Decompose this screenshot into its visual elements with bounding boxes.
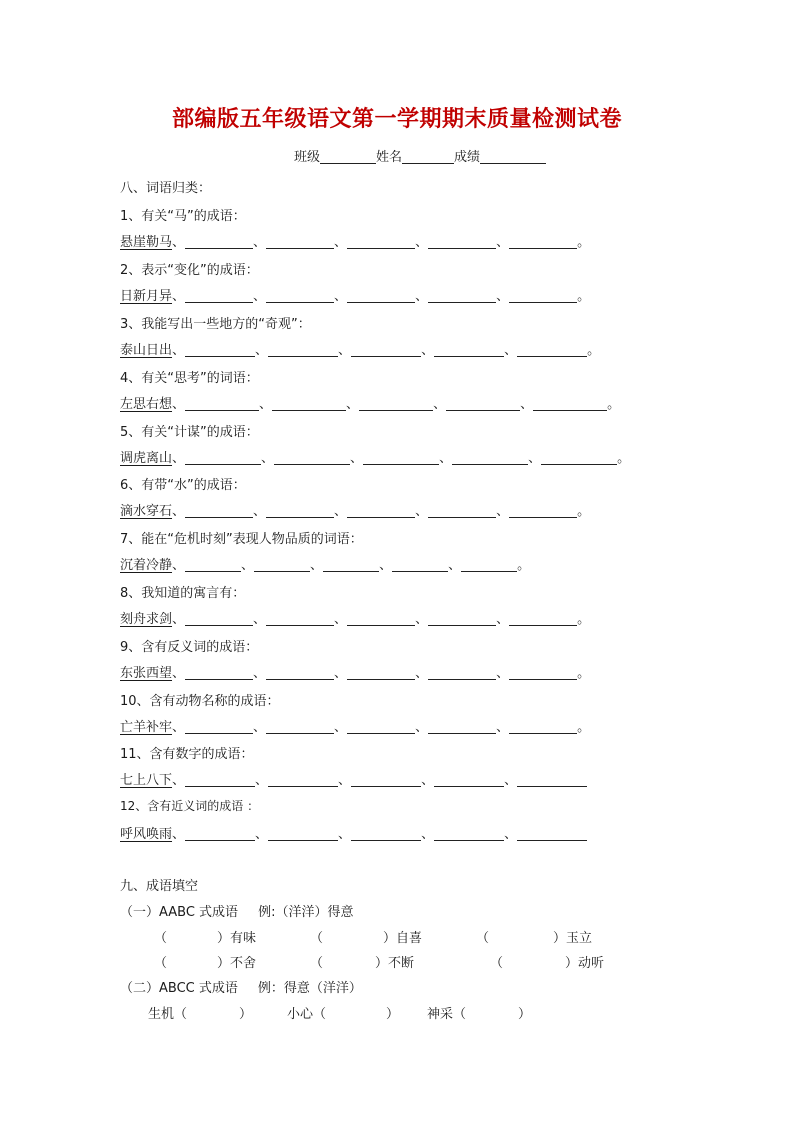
answer-blank[interactable] [268,773,338,787]
answer-row [120,554,530,573]
comma-separator: 、 [172,666,186,681]
fill-item[interactable]: （ ）不断 [310,956,415,971]
answer-blank[interactable] [509,289,577,303]
comma-separator: 、 [433,397,447,412]
part-1-heading [120,901,353,920]
comma-separator: 、 [334,720,348,735]
answer-blank[interactable] [347,289,415,303]
student-info-line [294,146,546,165]
comma-separator: 、 [520,397,534,412]
comma-separator: 、 [496,289,510,304]
answer-blank[interactable] [517,827,587,841]
answer-blank[interactable] [185,827,255,841]
question-prompt: 3、我能写出一些地方的“奇观”： [120,317,311,332]
answer-blank[interactable] [347,612,415,626]
answer-blank[interactable] [347,235,415,249]
answer-blank[interactable] [347,666,415,680]
answer-row [120,823,587,842]
row-ending: 。 [617,451,631,466]
answer-blank[interactable] [185,504,253,518]
answer-blank[interactable] [185,289,253,303]
example-idiom: 东张西望 [120,666,173,681]
row-ending: 。 [607,397,621,412]
answer-blank[interactable] [266,720,334,734]
section-9-heading: 九、成语填空 [120,879,199,894]
answer-blank[interactable] [268,343,338,357]
comma-separator: 、 [172,235,186,250]
question-prompt: 2、表示“变化”的成语： [120,263,259,278]
part-2-label: （二）ABCC 式成语 [120,981,238,996]
answer-blank[interactable] [185,558,241,572]
fill-item[interactable]: （ ）不舍 [154,956,257,971]
comma-separator: 、 [346,397,360,412]
part-2-heading [120,977,362,996]
answer-blank[interactable] [272,397,346,411]
answer-blank[interactable] [434,773,504,787]
fill-item-text: 生机 [148,1007,175,1022]
answer-blank[interactable] [509,612,577,626]
question-prompt: 1、有关“马”的成语： [120,209,246,224]
answer-blank[interactable] [185,235,253,249]
answer-row [120,500,590,519]
comma-separator: 、 [421,773,435,788]
example-idiom: 沉着冷静 [120,558,173,573]
answer-row [120,662,590,681]
fill-item-text: 玉立 [566,931,593,946]
row-ending: 。 [577,720,591,735]
comma-separator: 、 [496,612,510,627]
fill-item[interactable]: 小心（ ） [287,1007,400,1022]
answer-blank[interactable] [185,343,255,357]
answer-blank[interactable] [428,720,496,734]
fill-item[interactable]: （ ）动听 [490,956,605,971]
comma-separator: 、 [253,666,267,681]
question-prompt: 8、我知道的寓言有： [120,586,246,601]
part-1-example: 例:（洋洋）得意 [258,905,354,920]
example-idiom: 左思右想 [120,397,173,412]
answer-blank[interactable] [541,451,617,465]
comma-separator: 、 [334,235,348,250]
example-idiom: 滴水穿石 [120,504,173,519]
comma-separator: 、 [253,612,267,627]
question-prompt: 6、有带“水”的成语： [120,478,246,493]
comma-separator: 、 [253,504,267,519]
answer-blank[interactable] [509,504,577,518]
comma-separator: 、 [415,504,429,519]
answer-blank[interactable] [434,827,504,841]
comma-separator: 、 [172,343,186,358]
class-blank[interactable] [320,149,376,164]
comma-separator: 、 [338,343,352,358]
comma-separator: 、 [334,666,348,681]
answer-blank[interactable] [266,289,334,303]
question-prompt: 12、含有近义词的成语 ： [120,799,260,813]
comma-separator: 、 [415,720,429,735]
fill-item[interactable]: （ ）有味 [154,931,257,946]
answer-blank[interactable] [452,451,528,465]
comma-separator: 、 [528,451,542,466]
comma-separator: 、 [350,451,364,466]
answer-blank[interactable] [266,612,334,626]
comma-separator: 、 [504,773,518,788]
answer-row [120,608,590,627]
part-2-example: 例：得意（洋洋） [257,981,362,996]
exam-title: 部编版五年级语文第一学期期末质量检测试卷 [171,106,622,132]
comma-separator: 、 [261,451,275,466]
comma-separator: 、 [241,558,255,573]
answer-blank[interactable] [254,558,310,572]
comma-separator: 、 [310,558,324,573]
comma-separator: 、 [172,720,186,735]
part-1-label: （一）AABC 式成语 [120,905,239,920]
comma-separator: 、 [496,504,510,519]
example-idiom: 呼风唤雨 [120,827,173,842]
name-label: 姓名 [376,150,403,165]
comma-separator: 、 [496,720,510,735]
comma-separator: 、 [496,235,510,250]
answer-blank[interactable] [461,558,517,572]
answer-blank[interactable] [351,773,421,787]
example-idiom: 泰山日出 [120,343,173,358]
answer-blank[interactable] [428,612,496,626]
answer-blank[interactable] [434,343,504,357]
example-idiom: 日新月异 [120,289,173,304]
fill-item-text: 有味 [230,931,257,946]
answer-blank[interactable] [509,666,577,680]
answer-row [120,393,620,412]
answer-blank[interactable] [533,397,607,411]
answer-blank[interactable] [347,504,415,518]
comma-separator: 、 [255,773,269,788]
answer-blank[interactable] [323,558,379,572]
comma-separator: 、 [439,451,453,466]
answer-blank[interactable] [351,343,421,357]
question-prompt: 11、含有数字的成语： [120,747,254,762]
answer-blank[interactable] [517,343,587,357]
row-ending: 。 [577,666,591,681]
comma-separator: 、 [415,612,429,627]
answer-blank[interactable] [185,666,253,680]
fill-item-text: 不断 [388,956,415,971]
fill-item-text: 神采 [427,1007,454,1022]
answer-blank[interactable] [185,451,261,465]
row-ending: 。 [517,558,531,573]
answer-blank[interactable] [363,451,439,465]
answer-blank[interactable] [351,827,421,841]
comma-separator: 、 [504,343,518,358]
answer-blank[interactable] [509,720,577,734]
row-ending: 。 [577,289,591,304]
comma-separator: 、 [253,720,267,735]
question-prompt: 9、含有反义词的成语： [120,640,259,655]
answer-row [120,339,600,358]
comma-separator: 、 [379,558,393,573]
question-prompt: 7、能在“危机时刻”表现人物品质的词语： [120,532,363,547]
comma-separator: 、 [421,343,435,358]
comma-separator: 、 [253,235,267,250]
fill-item[interactable]: （ ）自喜 [310,931,423,946]
answer-blank[interactable] [428,504,496,518]
row-ending: 。 [577,612,591,627]
answer-blank[interactable] [428,289,496,303]
comma-separator: 、 [172,397,186,412]
fill-item[interactable]: 神采（ ） [427,1007,532,1022]
answer-blank[interactable] [185,720,253,734]
comma-separator: 、 [172,451,186,466]
comma-separator: 、 [415,235,429,250]
answer-blank[interactable] [446,397,520,411]
row-ending: 。 [577,235,591,250]
comma-separator: 、 [172,289,186,304]
answer-blank[interactable] [392,558,448,572]
comma-separator: 、 [338,773,352,788]
example-idiom: 刻舟求剑 [120,612,173,627]
comma-separator: 、 [172,504,186,519]
comma-separator: 、 [172,773,186,788]
comma-separator: 、 [448,558,462,573]
example-idiom: 亡羊补牢 [120,720,173,735]
answer-blank[interactable] [266,235,334,249]
comma-separator: 、 [172,558,186,573]
answer-row [120,769,587,788]
answer-row [120,231,590,250]
fill-item-text: 不舍 [230,956,257,971]
answer-row [120,716,590,735]
answer-blank[interactable] [185,397,259,411]
answer-blank[interactable] [509,235,577,249]
answer-blank[interactable] [266,666,334,680]
answer-blank[interactable] [274,451,350,465]
comma-separator: 、 [415,289,429,304]
answer-blank[interactable] [185,612,253,626]
answer-row [120,447,630,466]
question-prompt: 5、有关“计谋”的成语： [120,425,259,440]
answer-blank[interactable] [185,773,255,787]
comma-separator: 、 [421,827,435,842]
answer-blank[interactable] [517,773,587,787]
row-ending: 。 [577,504,591,519]
answer-blank[interactable] [359,397,433,411]
comma-separator: 、 [255,827,269,842]
comma-separator: 、 [255,343,269,358]
comma-separator: 、 [338,827,352,842]
row-ending: 。 [587,343,601,358]
answer-blank[interactable] [347,720,415,734]
question-prompt: 4、有关“思考”的词语： [120,371,259,386]
question-prompt: 10、含有动物名称的成语： [120,694,280,709]
comma-separator: 、 [253,289,267,304]
score-blank[interactable] [480,149,546,164]
score-label: 成绩 [454,150,481,165]
fill-item-text: 动听 [578,956,605,971]
comma-separator: 、 [415,666,429,681]
answer-row [120,285,590,304]
fill-item-text: 小心 [287,1007,314,1022]
answer-blank[interactable] [266,504,334,518]
comma-separator: 、 [334,612,348,627]
fill-item[interactable]: （ ）玉立 [476,931,593,946]
example-idiom: 七上八下 [120,773,173,788]
example-idiom: 调虎离山 [120,451,173,466]
comma-separator: 、 [504,827,518,842]
answer-blank[interactable] [428,235,496,249]
comma-separator: 、 [259,397,273,412]
name-blank[interactable] [402,149,454,164]
comma-separator: 、 [496,666,510,681]
section-8-heading: 八、词语归类： [120,181,212,196]
comma-separator: 、 [172,612,186,627]
answer-blank[interactable] [268,827,338,841]
comma-separator: 、 [334,504,348,519]
class-label: 班级 [294,150,321,165]
comma-separator: 、 [334,289,348,304]
example-idiom: 悬崖勒马 [120,235,173,250]
fill-item[interactable]: 生机（ ） [148,1007,253,1022]
comma-separator: 、 [172,827,186,842]
fill-item-text: 自喜 [396,931,423,946]
answer-blank[interactable] [428,666,496,680]
